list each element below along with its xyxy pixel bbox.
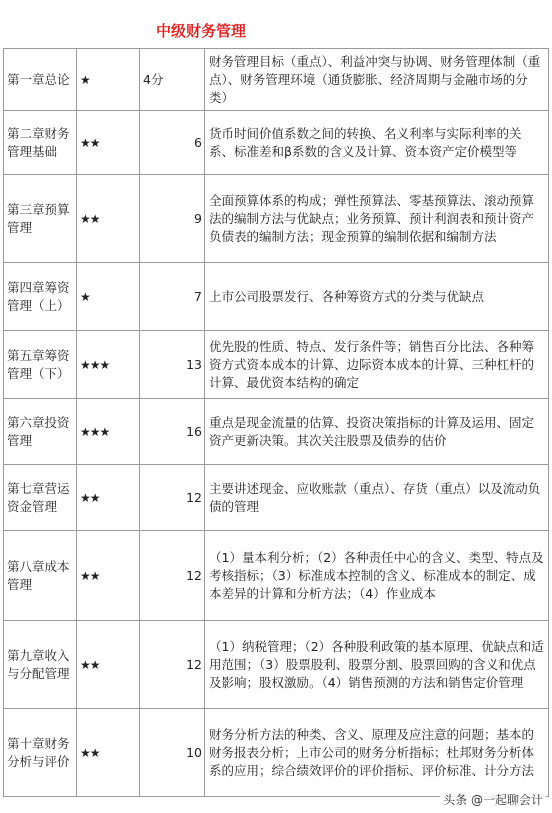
score-cell: 6 [140,111,205,175]
score-cell: 9 [140,175,205,263]
table-row [4,399,549,465]
score-cell: 10 [140,709,205,797]
topics-cell: 全面预算体系的构成；弹性预算法、零基预算法、滚动预算法的编制方法与优缺点；业务预算、预计利润表和预计资产负债表的编制方法；现金预算的编制依据和编制方法 [205,175,549,263]
table-row [4,709,549,797]
score-cell: 4分 [140,49,205,111]
chapter-cell: 第四章筹资管理（上） [4,263,77,331]
table-row [4,263,549,331]
score-cell: 7 [140,263,205,331]
topics-cell: 财务分析方法的种类、含义、原理及应注意的问题；基本的财务报表分析；上市公司的财务分析指标；杜邦财务分析体系的应用；综合绩效评价的评价指标、评价标准、计分方法 [205,709,549,797]
topics-cell: 优先股的性质、特点、发行条件等；销售百分比法、各种筹资方式资本成本的计算、边际资本成本的计算、三种杠杆的计算、最优资本结构的确定 [205,331,549,399]
table-row [4,111,549,175]
score-cell: 16 [140,399,205,465]
table-row [4,465,549,531]
stars-cell: ★★ [77,621,140,709]
score-cell: 12 [140,465,205,531]
score-cell: 12 [140,531,205,621]
page-title: 中级财务管理 [155,22,246,40]
watermark: 头条 @一起聊会计 [440,790,546,809]
stars-cell: ★★★ [77,331,140,399]
topics-cell: 上市公司股票发行、各种筹资方式的分类与优缺点 [205,263,549,331]
chapter-cell: 第七章营运资金管理 [4,465,77,531]
topics-cell: （1）量本利分析；（2）各种责任中心的含义、类型、特点及考核指标；（3）标准成本控制的含义、标准成本的制定、成本差异的计算和分析方法；（4）作业成本 [205,531,549,621]
stars-cell: ★★★ [77,399,140,465]
stars-cell: ★★ [77,465,140,531]
chapter-cell: 第十章财务分析与评价 [4,709,77,797]
table-row [4,331,549,399]
stars-cell: ★ [77,49,140,111]
topics-cell: 货币时间价值系数之间的转换、名义利率与实际利率的关系、标准差和β系数的含义及计算、资本资产定价模型等 [205,111,549,175]
syllabus-table [3,48,549,797]
table-row [4,621,549,709]
topics-cell: 重点是现金流量的估算、投资决策指标的计算及运用、固定资产更新决策。其次关注股票及债券的估价 [205,399,549,465]
chapter-cell: 第六章投资管理 [4,399,77,465]
score-cell: 12 [140,621,205,709]
table-row [4,49,549,111]
stars-cell: ★★ [77,111,140,175]
chapter-cell: 第二章财务管理基础 [4,111,77,175]
table-row [4,175,549,263]
topics-cell: 主要讲述现金、应收账款（重点）、存货（重点）以及流动负债的管理 [205,465,549,531]
score-cell: 13 [140,331,205,399]
table-row [4,531,549,621]
chapter-cell: 第三章预算管理 [4,175,77,263]
chapter-cell: 第八章成本管理 [4,531,77,621]
chapter-cell: 第五章筹资管理（下） [4,331,77,399]
stars-cell: ★ [77,263,140,331]
topics-cell: （1）纳税管理；（2）各种股利政策的基本原理、优缺点和适用范围；（3）股票股利、股票分割、股票回购的含义和优点及影响；股权激励。（4）销售预测的方法和销售定价管理 [205,621,549,709]
topics-cell: 财务管理目标（重点）、利益冲突与协调、财务管理体制（重点）、财务管理环境（通货膨胀、经济周期与金融市场的分类） [205,49,549,111]
stars-cell: ★★ [77,709,140,797]
chapter-cell: 第一章总论 [4,49,77,111]
chapter-cell: 第九章收入与分配管理 [4,621,77,709]
stars-cell: ★★ [77,531,140,621]
stars-cell: ★★ [77,175,140,263]
